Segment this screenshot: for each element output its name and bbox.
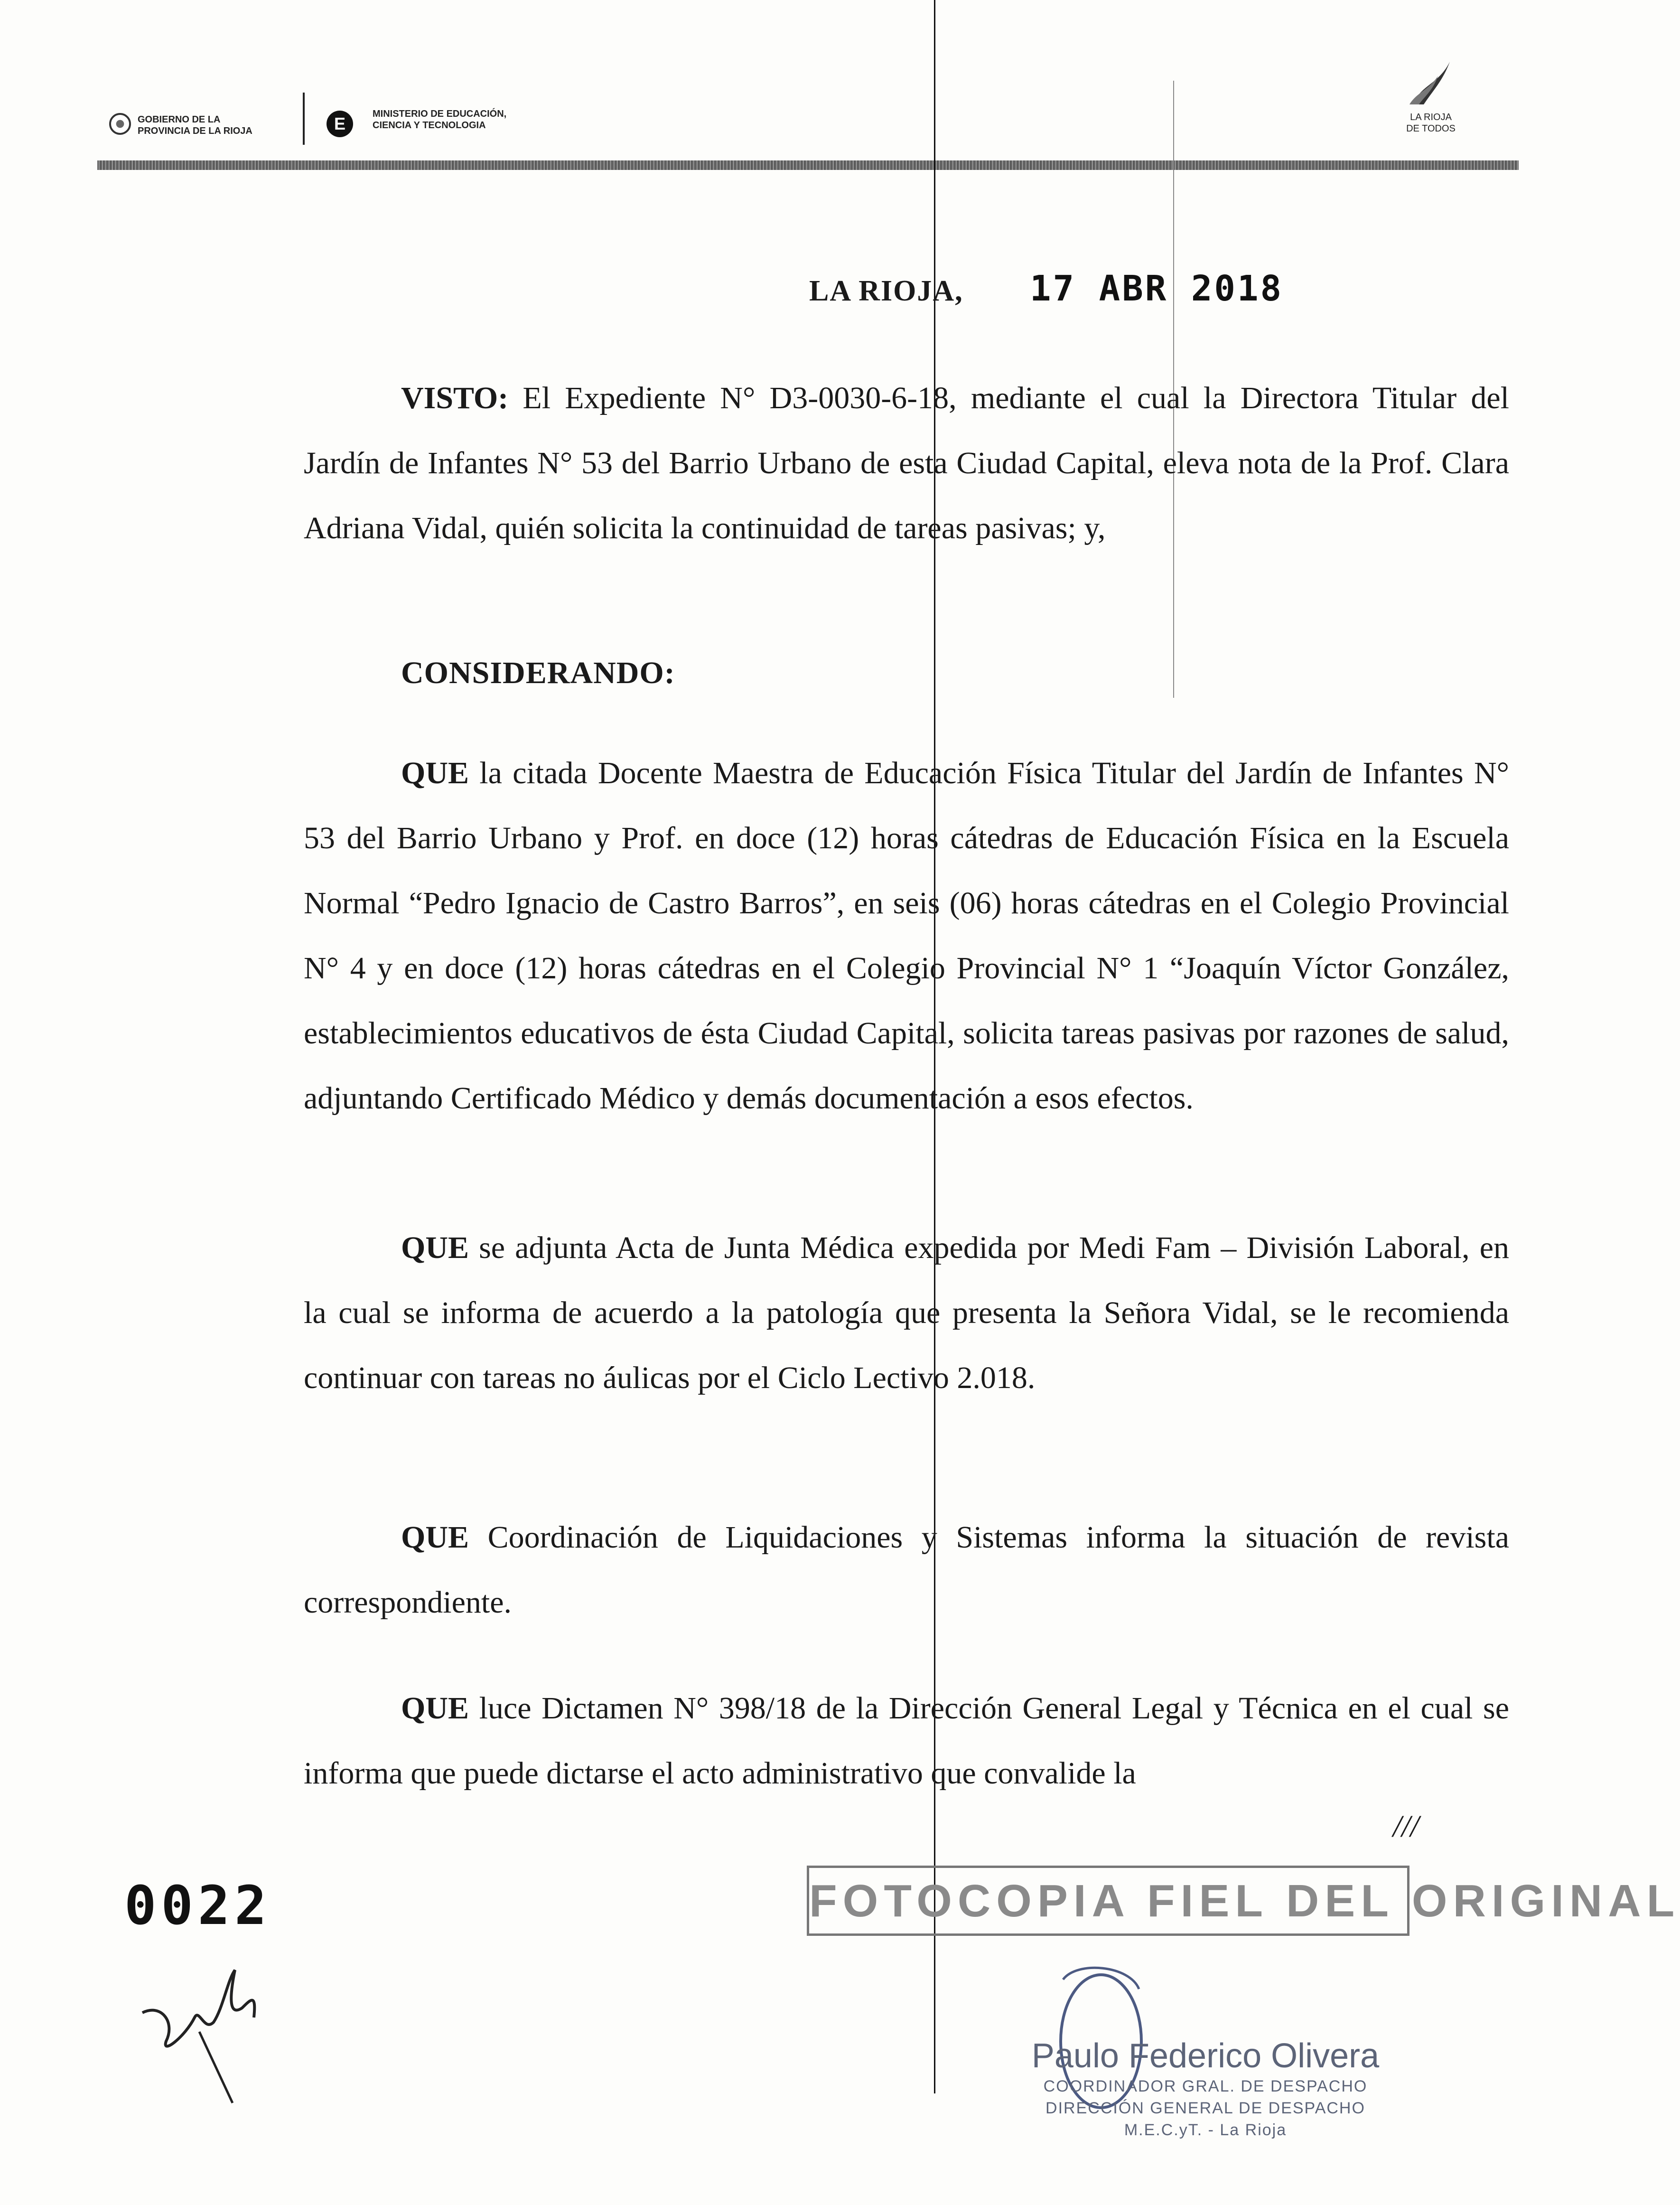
brand-logo: [1386, 57, 1476, 134]
que-lead: QUE: [401, 1520, 469, 1555]
considerando-text-3: Coordinación de Liquidaciones y Sistemas informa la situación de revista correspondiente.: [304, 1520, 1509, 1620]
dateline-place: LA RIOJA,: [809, 275, 963, 307]
provincial-seal-icon: [109, 113, 131, 135]
header-divider: [303, 93, 305, 145]
government-label-line1: GOBIERNO DE LA: [138, 114, 221, 125]
flame-logo-icon: [1405, 57, 1457, 109]
considerando-paragraph-3: [304, 1505, 1509, 1635]
signer-title-3: M.E.C.yT. - La Rioja: [1124, 2121, 1287, 2139]
que-lead: QUE: [401, 756, 469, 790]
considerando-heading: CONSIDERANDO:: [401, 656, 675, 690]
visto-paragraph: [304, 366, 1509, 561]
ministry-label-line1: MINISTERIO DE EDUCACIÓN,: [373, 109, 507, 119]
signer-title-1: COORDINADOR GRAL. DE DESPACHO: [1043, 2077, 1368, 2095]
government-label: [138, 114, 252, 137]
ministry-label: [373, 108, 506, 131]
visto-text: El Expediente N° D3-0030-6-18, mediante el cual la Directora Titular del Jardín de Infantes N° 53 del Barrio Urbano de esta Ciudad Capital, eleva nota de la Prof. Clara Adriana Vidal, quién solicita la continuidad de tareas pasivas; y,: [304, 381, 1509, 545]
considerando-text-2: se adjunta Acta de Junta Médica expedida por Medi Fam – División Laboral, en la cual se informa de acuerdo a la patología que presenta la Señora Vidal, se le recomienda continuar con tareas no áulicas por el Ciclo Lectivo 2.018.: [304, 1230, 1509, 1395]
que-lead: QUE: [401, 1691, 469, 1726]
date-stamp: 17 ABR 2018: [1030, 268, 1284, 309]
signer-name: Paulo Federico Olivera: [1031, 2037, 1380, 2075]
visto-lead: VISTO:: [401, 381, 509, 415]
ministry-label-line2: CIENCIA Y TECNOLOGIA: [373, 120, 486, 131]
considerando-text-4: luce Dictamen N° 398/18 de la Dirección General Legal y Técnica en el cual se informa que puede dictarse el acto administrativo que convalide la: [304, 1691, 1509, 1791]
folio-number: 0022: [124, 1875, 271, 1937]
considerando-text-1: la citada Docente Maestra de Educación Física Titular del Jardín de Infantes N° 53 del Barrio Urbano y Prof. en doce (12) horas cátedras de Educación Física en la Escuela Normal “Pedro Ignacio de Castro Barros”, en seis (06) horas cátedras en el Colegio Provincial N° 4 y en doce (12) horas cátedras en el Colegio Provincial N° 1 “Joaquín Víctor González, establecimientos educativos de ésta Ciudad Capital, solicita tareas pasivas por razones de salud, adjuntando Certificado Médico y demás documentación a esos efectos.: [304, 756, 1509, 1116]
que-lead: QUE: [401, 1230, 469, 1265]
certified-copy-stamp: FOTOCOPIA FIEL DEL ORIGINAL: [807, 1866, 1409, 1936]
considerando-paragraph-1: [304, 741, 1509, 1131]
header-rule: [97, 160, 1519, 170]
signer-stamp: [1025, 2036, 1386, 2141]
considerando-paragraph-2: [304, 1215, 1509, 1410]
brand-label-line2: DE TODOS: [1406, 123, 1456, 134]
handwritten-initials-icon: [133, 1951, 271, 2108]
brand-label-line1: LA RIOJA: [1410, 112, 1452, 122]
continuation-mark: ///: [1393, 1809, 1419, 1844]
ministry-logo-icon: E: [327, 111, 353, 137]
government-label-line2: PROVINCIA DE LA RIOJA: [138, 126, 252, 136]
signer-title-2: DIRECCIÓN GENERAL DE DESPACHO: [1045, 2099, 1365, 2117]
considerando-paragraph-4: [304, 1676, 1509, 1806]
